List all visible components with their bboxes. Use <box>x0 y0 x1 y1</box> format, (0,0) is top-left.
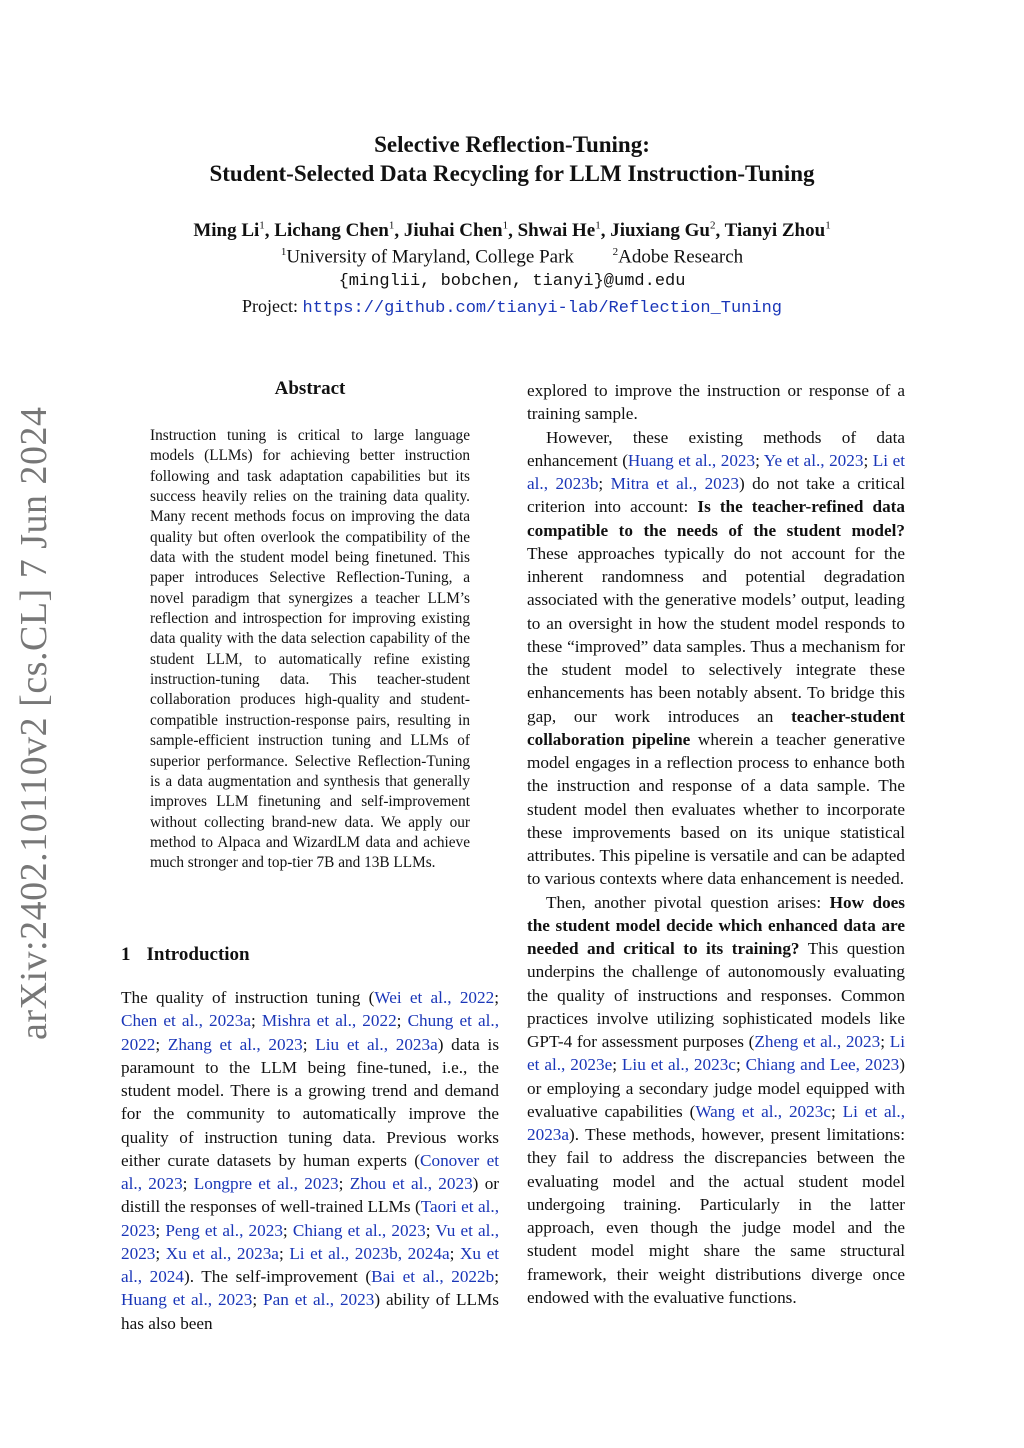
author-emails: {minglii, bobchen, tianyi}@umd.edu <box>338 272 686 291</box>
text-run: ) or employing a secondary judge model equipped with evaluative capabilities ( <box>527 1055 905 1121</box>
citation-link[interactable]: Liu et al., 2023c <box>621 1055 736 1075</box>
right-column <box>527 379 905 1309</box>
project-line <box>0 296 1024 318</box>
citation-link[interactable]: Ye et al., 2023 <box>763 450 864 470</box>
citation-link[interactable]: Li et al., 2023b, 2024a <box>289 1243 450 1263</box>
text-run: However, these existing methods of data enhancement ( <box>527 427 905 470</box>
left-column <box>121 986 499 1335</box>
citation-link[interactable]: Chiang and Lee, 2023 <box>745 1055 900 1075</box>
arxiv-side-stamp: arXiv:2402.10110v2 [cs.CL] 7 Jun 2024 <box>13 406 55 1040</box>
text-run: ; <box>755 450 764 470</box>
text-run: ; <box>155 1220 166 1240</box>
bold-text: How does the student model decide which enhanced data are needed and critical to its training? <box>527 892 905 958</box>
citation-link[interactable]: Xu et al., 2023a <box>165 1243 279 1263</box>
citation-link[interactable]: Conover et al., 2023 <box>121 1150 499 1193</box>
citation-link[interactable]: Huang et al., 2023 <box>627 450 756 470</box>
text-run: ; <box>449 1243 460 1263</box>
citation-link[interactable]: Longpre et al., 2023 <box>193 1174 339 1193</box>
text-run: ; <box>612 1055 622 1075</box>
author-list: Ming Li$^1$, Lichang Chen$^1$, Jiuhai Chen$^1$, Shwai He$^1$, Jiuxiang Gu$^2$, Tianyi Zhou$^1$ <box>193 220 831 242</box>
text-run: ; <box>282 1220 293 1240</box>
citation-link[interactable]: Vu et al., 2023 <box>121 1220 500 1263</box>
text-run: ; <box>182 1174 194 1193</box>
affiliation-adobe: Adobe Research <box>618 246 744 268</box>
citation-link[interactable]: Li et al., 2023b <box>527 450 905 493</box>
text-run: ; <box>338 1174 350 1193</box>
citation-link[interactable]: Chiang et al., 2023 <box>292 1220 426 1240</box>
author: Shwai He$^1$ <box>517 220 601 242</box>
affiliations: $^1$University of Maryland, College Park $^2$Adobe Research <box>280 246 744 268</box>
text-run: ; <box>155 1034 168 1054</box>
bold-text: teacher-student collaboration pipeline <box>527 706 905 749</box>
citation-link[interactable]: Huang et al., 2023 <box>121 1290 253 1310</box>
text-run: ; <box>396 1011 408 1031</box>
citation-link[interactable]: Mitra et al., 2023 <box>610 474 739 493</box>
citation-link[interactable]: Li et al., 2023a <box>527 1101 905 1144</box>
citation-link[interactable]: Pan et al., 2023 <box>263 1290 375 1310</box>
citation-link[interactable]: Wang et al., 2023c <box>695 1101 831 1121</box>
bold-text: Is the teacher-refined data compatible to the needs of the student model? <box>527 497 905 540</box>
text-run: ; <box>302 1034 316 1054</box>
text-run: The quality of instruction tuning ( <box>121 988 375 1007</box>
affiliation-umd: University of Maryland, College Park <box>286 246 574 268</box>
text-run: ; <box>252 1290 264 1310</box>
citation-link[interactable]: Zhang et al., 2023 <box>167 1034 303 1054</box>
text-run: ; <box>494 988 499 1007</box>
section-title: Introduction <box>146 944 250 965</box>
paragraph <box>527 426 905 891</box>
author: Lichang Chen$^1$ <box>274 220 395 242</box>
text-run: ; <box>494 1267 499 1286</box>
author: Tianyi Zhou$^1$ <box>724 220 831 242</box>
paragraph <box>527 379 905 426</box>
citation-link[interactable]: Wei et al., 2022 <box>374 988 495 1007</box>
abstract-body: Instruction tuning is critical to large language models (LLMs) for achieving better instruction following and task adaptation capabilities but its success heavily relies on the training data quality. Many recent methods focus on improving the data quality but often overlook the compatibility of the data with the student model being finetuned. This paper introduces Selective Reflection-Tuning, a novel paradigm that synergizes a teacher LLM’s reflection and introspection for improving existing data quality with the data selection capability of the student LLM, to automatically refine existing instruction-tuning data. This teacher-student collaboration produces high-quality and student-compatible instruction-response pairs, resulting in sample-efficient instruction tuning and LLMs of superior performance. Selective Reflection-Tuning is a data augmentation and synthesis that generally improves LLM finetuning and self-improvement without collecting brand-new data. We apply our method to Alpaca and WizardLM data and achieve much stronger and top-tier 7B and 13B LLMs. <box>150 427 470 872</box>
text-run: ; <box>830 1101 843 1121</box>
author: Jiuxiang Gu$^2$ <box>610 220 716 242</box>
paragraph <box>527 891 905 1310</box>
text-run: ; <box>155 1243 166 1263</box>
text-run: ; <box>735 1055 746 1075</box>
text-run: Then, another pivotal question arises: <box>546 892 830 912</box>
citation-link[interactable]: Peng et al., 2023 <box>165 1220 283 1240</box>
citation-link[interactable]: Li et al., 2023e <box>527 1032 905 1075</box>
paragraph <box>121 986 499 1335</box>
citation-link[interactable]: Zheng et al., 2023 <box>754 1032 881 1051</box>
author: Ming Li$^1$ <box>193 220 265 242</box>
citation-link[interactable]: Mishra et al., 2022 <box>261 1011 397 1031</box>
text-run: ; <box>880 1032 890 1051</box>
text-run: This question underpins the challenge of autonomously evaluating the quality of instructions and responses. Common practices involve utilizing sophisticated models like GPT-4 for assessment purposes ( <box>527 939 905 1051</box>
text-run: ; <box>425 1220 436 1240</box>
project-label: Project: <box>242 296 298 316</box>
paper-title-line-1: Selective Reflection-Tuning: <box>374 132 650 157</box>
section-number: 1 <box>121 944 131 965</box>
citation-link[interactable]: Zhou et al., 2023 <box>349 1174 473 1193</box>
text-run: ; <box>598 474 611 493</box>
text-run: ) ability of LLMs has also been <box>121 1290 499 1333</box>
text-run: ). The self-improvement ( <box>183 1267 372 1286</box>
text-run: ; <box>863 450 873 470</box>
text-run: ). These methods, however, present limitations: they fail to address the discrepancies between the evaluating model and the actual student model undergoing training. Particularly in the latter approach, even though the judge model and the student model might share the same structural framework, their weight distributions diverge once endowed with the evaluative functions. <box>527 1125 905 1307</box>
citation-link[interactable]: Chung et al., 2022 <box>121 1011 500 1054</box>
text-run: ) or distill the responses of well-trained LLMs ( <box>121 1174 500 1217</box>
paper-title-line-2: Student-Selected Data Recycling for LLM Instruction-Tuning <box>209 161 815 186</box>
citation-link[interactable]: Bai et al., 2022b <box>371 1267 495 1286</box>
author: Jiuhai Chen$^1$ <box>403 220 509 242</box>
text-run: explored to improve the instruction or response of a training sample. <box>527 381 905 424</box>
text-run: ) do not take a critical criterion into account: <box>527 474 906 517</box>
text-run: ) data is paramount to the LLM being fine-tuned, i.e., the student model. There is a growing trend and demand for the community to automatically improve the quality of instruction tuning data. Previous works either curate datasets by human experts ( <box>121 1034 500 1170</box>
citation-link[interactable]: Xu et al., 2024 <box>121 1243 499 1286</box>
text-run: wherein a teacher generative model engages in a reflection process to enhance both the instruction and response of a data sample. The student model then evaluates whether to incorporate these improvements based on its unique statistical attributes. This pipeline is versatile and can be adapted to various contexts where data enhancement is needed. <box>527 729 905 889</box>
abstract-heading: Abstract <box>274 378 346 399</box>
citation-link[interactable]: Chen et al., 2023a <box>121 1011 251 1031</box>
citation-link[interactable]: Liu et al., 2023a <box>315 1034 438 1054</box>
citation-link[interactable]: Taori et al., 2023 <box>121 1197 500 1240</box>
text-run: ; <box>251 1011 262 1031</box>
project-link[interactable]: https://github.com/tianyi-lab/Reflection_Tuning <box>302 299 782 318</box>
text-run: ; <box>278 1243 290 1263</box>
section-heading-introduction <box>121 944 250 966</box>
text-run: These approaches typically do not account for the inherent randomness and potential degradation associated with the generative models’ output, leading to an oversight in how the student model responds to these “improved” data samples. Thus a mechanism for the student model to selectively integrate these enhancements has been notably absent. To bridge this gap, our work introduces an <box>527 543 905 726</box>
